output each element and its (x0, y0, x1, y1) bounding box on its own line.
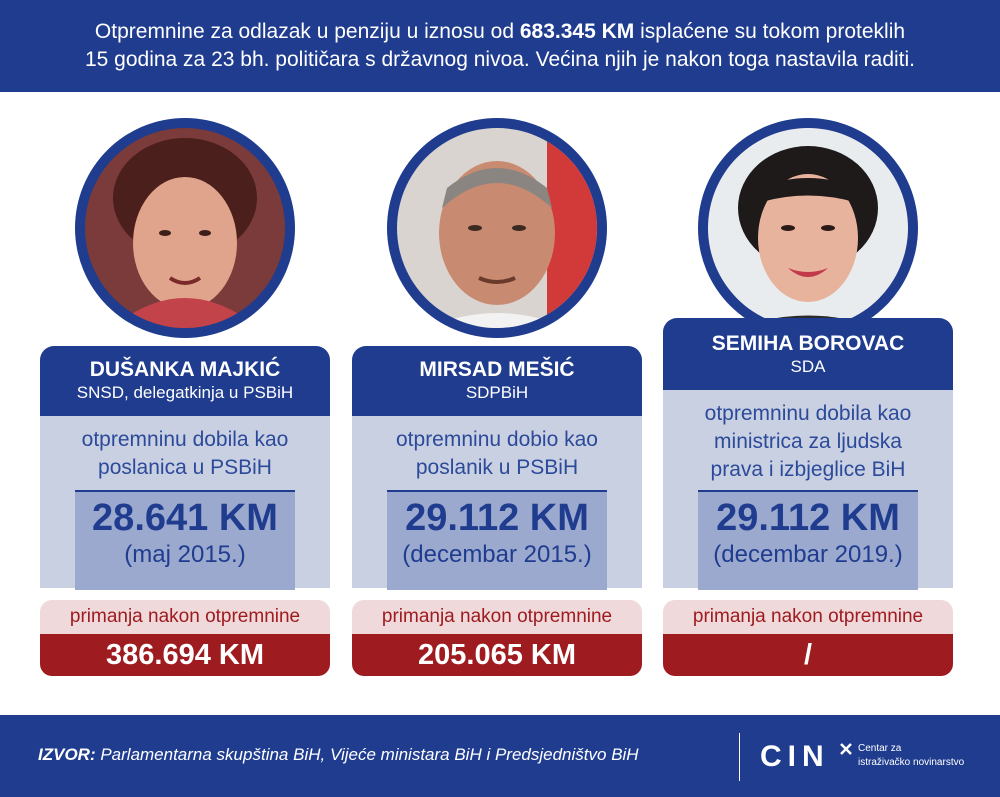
description-line-1: otpremninu dobila kao (704, 402, 912, 425)
name-box (663, 318, 953, 390)
description-line-1: otpremninu dobila kao (81, 428, 289, 451)
footer-bar (0, 715, 1000, 797)
source-label: IZVOR: (38, 745, 96, 764)
severance-amount: 29.112 KM (716, 497, 900, 539)
portrait-photo (698, 118, 918, 338)
amount-box (387, 490, 607, 590)
org-name-line-1: Centar za (858, 743, 902, 754)
income-value: 205.065 KM (352, 634, 642, 676)
cin-logo-mark-icon (840, 743, 852, 755)
severance-date: (decembar 2019.) (713, 541, 903, 568)
income-label: primanja nakon otpremnine (663, 600, 953, 634)
org-name-line-2: istraživačko novinarstvo (858, 757, 965, 768)
header-line-1: Otpremnine za odlazak u penziju u iznosu od 683.345 KM isplaćene su tokom proteklih (94, 20, 906, 43)
politician-party: SNSD, delegatkinja u PSBiH (76, 383, 294, 402)
politician-party: SDPBiH (465, 383, 529, 402)
description-line-2: poslanica u PSBiH (98, 456, 272, 479)
footer-divider (739, 733, 740, 781)
name-box (40, 346, 330, 416)
politician-party: SDA (790, 357, 826, 376)
description-line-2: ministrica za ljudska (714, 430, 902, 453)
portrait-photo (75, 118, 295, 338)
severance-amount: 29.112 KM (405, 497, 589, 539)
politician-name: MIRSAD MEŠIĆ (419, 358, 575, 381)
politician-name: DUŠANKA MAJKIĆ (89, 358, 281, 381)
portrait-photo (387, 118, 607, 338)
header-total-amount: 683.345 KM (519, 20, 635, 43)
income-value: / (663, 634, 953, 676)
amount-box (75, 490, 295, 590)
amount-box (698, 490, 918, 590)
severance-amount: 28.641 KM (92, 497, 278, 539)
header-line-2: 15 godina za 23 bh. političara s državnog nivoa. Većina njih je nakon toga nastavila raditi. (84, 48, 916, 71)
header-banner (0, 0, 1000, 92)
org-name (858, 742, 964, 770)
source-text: Parlamentarna skupština BiH, Vijeće ministara BiH i Predsjedništvo BiH (95, 745, 639, 764)
description-line-1: otpremninu dobio kao (396, 428, 598, 451)
cin-logo: CIN (760, 740, 830, 773)
source-credit (38, 745, 639, 765)
politician-name: SEMIHA BOROVAC (711, 332, 905, 355)
name-box (352, 346, 642, 416)
income-label: primanja nakon otpremnine (352, 600, 642, 634)
severance-date: (decembar 2015.) (402, 541, 592, 568)
portrait-illustration (708, 128, 908, 328)
severance-date: (maj 2015.) (124, 541, 246, 568)
description-line-3: prava i izbjeglice BiH (710, 458, 906, 481)
income-value: 386.694 KM (40, 634, 330, 676)
portrait-illustration (85, 128, 285, 328)
portrait-illustration (397, 128, 597, 328)
description-line-2: poslanik u PSBiH (415, 456, 579, 479)
income-label: primanja nakon otpremnine (40, 600, 330, 634)
